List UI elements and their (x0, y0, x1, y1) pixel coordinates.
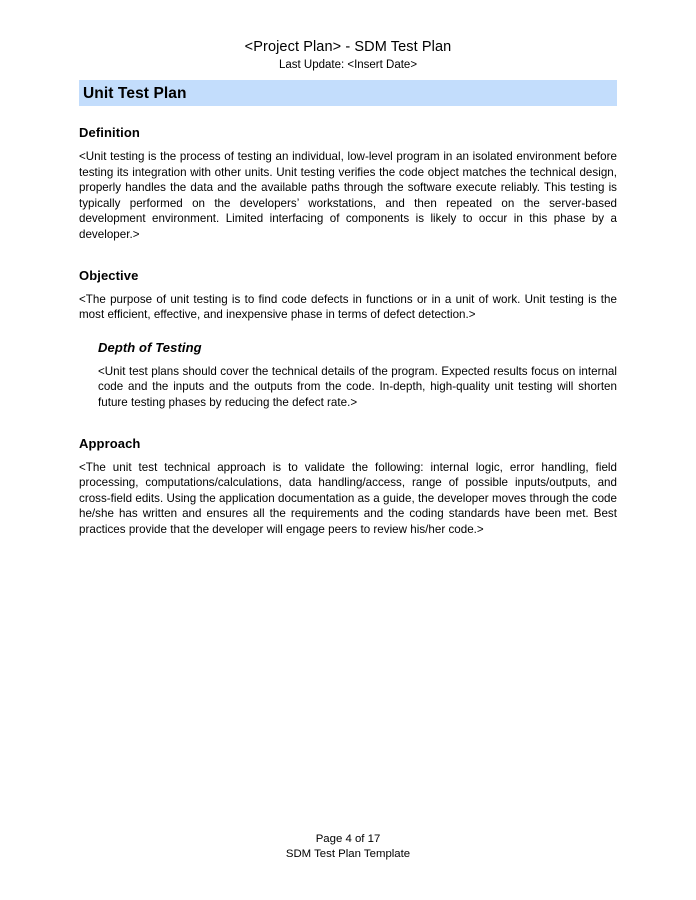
subsection-heading-depth-of-testing: Depth of Testing (98, 339, 202, 355)
section-banner (79, 80, 617, 106)
page-title: Unit Test Plan (83, 85, 187, 102)
section-body-definition: <Unit testing is the process of testing an individual, low-level program in an isolated environment before testing its integration with other units. Unit testing verifies the code object matches the technical design, properly handles the data and the available paths through the software execute reliably. This testing is typically performed on the developers’ workstations, and then repeated on the server-based development environment. Limited interfacing of components is likely to occur in this phase by a developer.> (79, 150, 617, 241)
document-header-subtitle: Last Update: <Insert Date> (278, 59, 418, 71)
subsection-body-depth-of-testing: <Unit test plans should cover the technical details of the program. Expected results focus on internal code and the inputs and the outputs from the code. In-depth, high-quality unit testing will shorten future testing phases by reducing the defect rate.> (98, 364, 617, 409)
spacer (79, 411, 617, 435)
document-header-title: <Project Plan> - SDM Test Plan (244, 39, 452, 55)
document-content (79, 124, 617, 538)
document-footer (79, 832, 617, 862)
spacer (79, 243, 617, 267)
spacer (79, 452, 617, 460)
spacer (79, 356, 617, 364)
spacer (79, 284, 617, 292)
section-heading-approach: Approach (79, 435, 141, 451)
section-body-objective: <The purpose of unit testing is to find code defects in functions or in a unit of work. Unit testing is the most efficient, effective, and inexpensive phase in terms of defect detection.> (79, 292, 617, 322)
section-heading-objective: Objective (79, 267, 139, 283)
spacer (79, 323, 617, 339)
footer-document-name: SDM Test Plan Template (285, 848, 411, 860)
section-heading-definition: Definition (79, 125, 140, 140)
document-header (79, 38, 617, 73)
section-body-approach: <The unit test technical approach is to validate the following: internal logic, error handling, field processing, computations/calculations, data handling/access, range of possible inputs/outputs, and cross-field edits. Using the application documentation as a guide, the developer moves through the code he/she has written and ensures all the requirements and the coding standards have been met. Best practices provide that the developer will engage peers to review his/her code.> (79, 460, 617, 536)
spacer (79, 141, 617, 149)
footer-page-number: Page 4 of 17 (315, 833, 381, 845)
